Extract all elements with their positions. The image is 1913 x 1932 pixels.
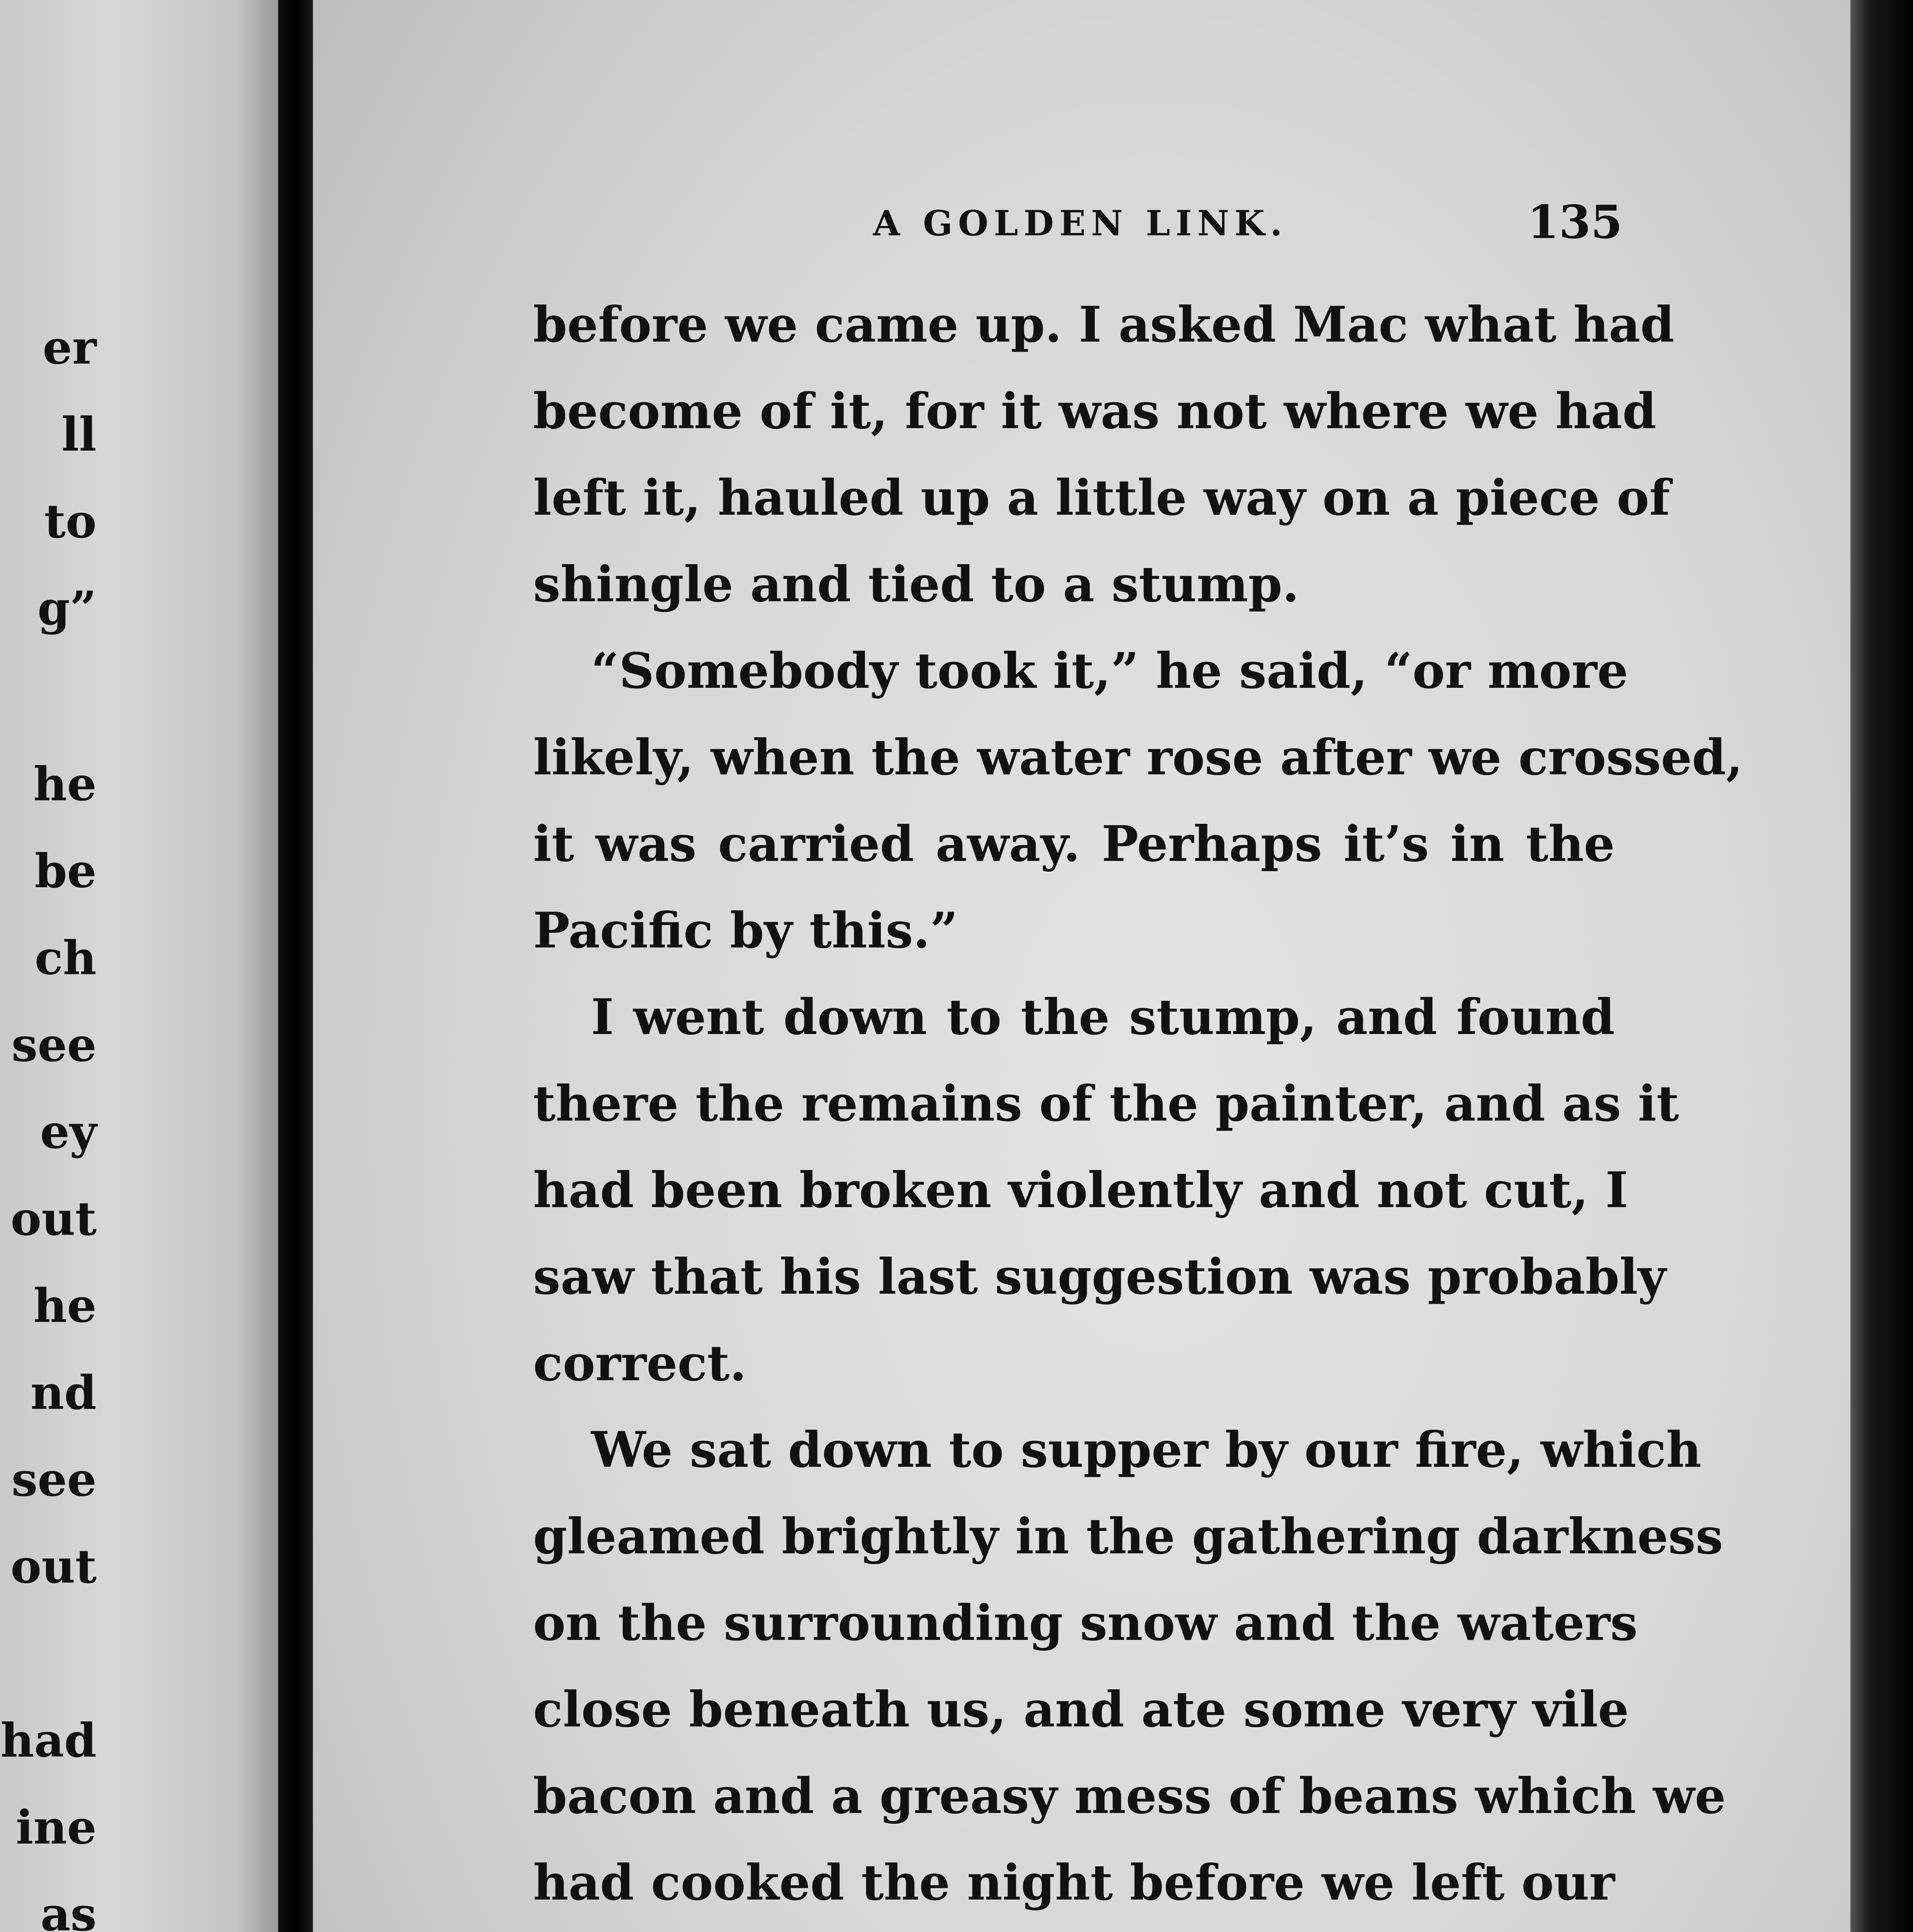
running-header bbox=[533, 195, 1622, 249]
text-line: left it, hauled up a little way on a piece of bbox=[533, 469, 1670, 526]
facing-page bbox=[0, 0, 278, 1932]
text-line: “Somebody took it,” he said, “or more bbox=[591, 642, 1628, 699]
text-line: gleamed brightly in the gathering darkness bbox=[533, 1508, 1723, 1565]
text-line: become of it, for it was not where we had bbox=[533, 383, 1656, 440]
text-line: I went down to the stump, and found bbox=[591, 988, 1615, 1046]
facing-line-fragment: nd bbox=[30, 1366, 97, 1420]
page-number: 135 bbox=[1527, 195, 1622, 249]
binding-gutter bbox=[278, 0, 313, 1932]
facing-line-fragment: he bbox=[33, 757, 97, 811]
facing-line-fragment: ey bbox=[40, 1105, 97, 1159]
facing-line-fragment: out bbox=[10, 1539, 97, 1594]
facing-line-fragment: be bbox=[34, 844, 97, 898]
text-line: had cooked the night before we left our bbox=[533, 1854, 1615, 1911]
facing-line-fragment: to bbox=[44, 494, 97, 549]
page-edge-shadow bbox=[1850, 0, 1913, 1932]
body-text bbox=[533, 294, 1743, 1932]
text-line: on the surrounding snow and the waters bbox=[533, 1594, 1638, 1651]
facing-line-fragment: out bbox=[10, 1192, 97, 1246]
text-line: saw that his last suggestion was probably bbox=[533, 1248, 1667, 1305]
facing-line-fragment: had bbox=[0, 1713, 97, 1768]
text-line: before we came up. I asked Mac what had bbox=[533, 296, 1675, 353]
facing-line-fragment: he bbox=[33, 1279, 97, 1333]
text-line: it was carried away. Perhaps it’s in the bbox=[533, 815, 1615, 872]
facing-line-fragment: see bbox=[11, 1452, 97, 1507]
running-title: A GOLDEN LINK. bbox=[873, 203, 1288, 244]
facing-page-text bbox=[0, 0, 278, 1932]
facing-line-fragment: ll bbox=[61, 407, 97, 462]
text-line: had been broken violently and not cut, I bbox=[533, 1162, 1628, 1219]
text-line: We sat down to supper by our fire, which bbox=[591, 1421, 1702, 1478]
text-line: close beneath us, and ate some very vile bbox=[533, 1681, 1629, 1738]
facing-line-fragment: ine bbox=[15, 1800, 97, 1855]
text-line: correct. bbox=[533, 1335, 747, 1392]
text-line: shingle and tied to a stump. bbox=[533, 556, 1300, 613]
facing-line-fragment: as bbox=[40, 1887, 97, 1932]
facing-line-fragment: er bbox=[42, 320, 97, 375]
facing-line-fragment: g” bbox=[37, 581, 97, 636]
facing-line-fragment: see bbox=[11, 1018, 97, 1072]
text-line: there the remains of the painter, and as it bbox=[533, 1075, 1679, 1132]
text-line: bacon and a greasy mess of beans which we bbox=[533, 1767, 1726, 1825]
text-line: Pacific by this.” bbox=[533, 902, 958, 959]
facing-line-fragment: ch bbox=[34, 931, 97, 985]
text-line: likely, when the water rose after we crossed, bbox=[533, 729, 1743, 786]
